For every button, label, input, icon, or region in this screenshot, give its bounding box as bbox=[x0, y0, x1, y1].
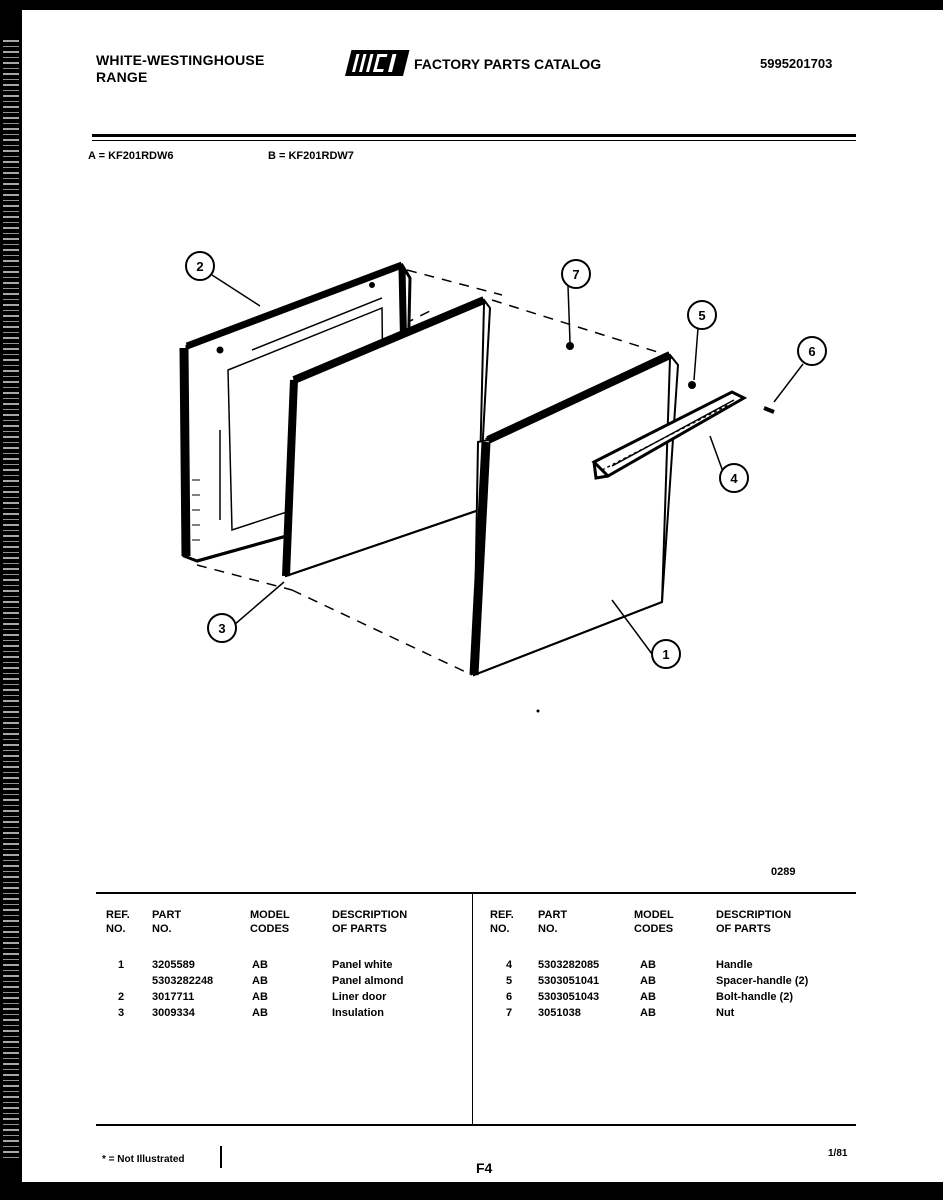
revision-date: 1/81 bbox=[828, 1148, 848, 1159]
callout-7 bbox=[562, 260, 590, 288]
model-b-label: B = KF201RDW7 bbox=[268, 150, 354, 162]
callout-5 bbox=[688, 301, 716, 329]
table-rule-bottom bbox=[96, 1124, 856, 1126]
header-desc-right: DESCRIPTION OF PARTS bbox=[716, 909, 792, 935]
brand-name: WHITE-WESTINGHOUSE bbox=[96, 52, 265, 68]
table-cell-model: AB bbox=[252, 1007, 268, 1019]
callout-2-label: 2 bbox=[196, 259, 204, 274]
table-cell-part: 3051038 bbox=[538, 1007, 581, 1019]
callout-6-label: 6 bbox=[808, 344, 816, 359]
table-cell-part: 3017711 bbox=[152, 991, 195, 1003]
table-rule-top bbox=[96, 892, 856, 894]
table-cell-part: 5303051043 bbox=[538, 991, 600, 1003]
product-type: RANGE bbox=[96, 69, 148, 85]
table-cell-desc: Handle bbox=[716, 959, 753, 971]
table-cell-model: AB bbox=[252, 959, 268, 971]
table-cell-ref: 7 bbox=[506, 1007, 513, 1019]
table-cell-desc: Insulation bbox=[332, 1007, 384, 1019]
not-illustrated-note: * = Not Illustrated bbox=[102, 1154, 185, 1165]
table-cell-part: 5303051041 bbox=[538, 975, 600, 987]
header-ref-right: REF. NO. bbox=[490, 909, 514, 935]
header-model-left: MODEL CODES bbox=[250, 909, 290, 935]
table-cell-ref: 5 bbox=[506, 975, 513, 987]
scan-edge-strip bbox=[0, 0, 22, 1200]
table-cell-part: 5303282085 bbox=[538, 959, 600, 971]
callout-6 bbox=[798, 337, 826, 365]
header-ref-left: REF. NO. bbox=[106, 909, 130, 935]
table-cell-desc: Spacer-handle (2) bbox=[716, 975, 809, 987]
table-cell-desc: Panel almond bbox=[332, 975, 404, 987]
table-cell-model: AB bbox=[640, 1007, 656, 1019]
callout-7-label: 7 bbox=[572, 267, 580, 282]
table-cell-part: 3205589 bbox=[152, 959, 195, 971]
page-number: F4 bbox=[476, 1160, 493, 1176]
callout-3-label: 3 bbox=[218, 621, 226, 636]
table-cell-model: AB bbox=[640, 959, 656, 971]
table-cell-ref: 4 bbox=[506, 959, 513, 971]
table-cell-desc: Bolt-handle (2) bbox=[716, 991, 793, 1003]
callout-4-label: 4 bbox=[730, 471, 738, 486]
table-cell-desc: Nut bbox=[716, 1007, 735, 1019]
table-cell-desc: Liner door bbox=[332, 991, 387, 1003]
header-model-right: MODEL CODES bbox=[634, 909, 674, 935]
table-cell-desc: Panel white bbox=[332, 959, 393, 971]
callout-4 bbox=[720, 464, 748, 492]
catalog-page bbox=[22, 10, 943, 1182]
table-cell-part: 3009334 bbox=[152, 1007, 195, 1019]
table-cell-ref: 3 bbox=[118, 1007, 125, 1019]
catalog-number: 5995201703 bbox=[760, 56, 833, 71]
header-part-left: PART NO. bbox=[152, 909, 182, 935]
table-cell-ref: 1 bbox=[118, 959, 125, 971]
table-cell-model: AB bbox=[640, 975, 656, 987]
catalog-title: FACTORY PARTS CATALOG bbox=[414, 56, 602, 72]
table-divider bbox=[472, 894, 473, 1124]
callout-3 bbox=[208, 614, 236, 642]
outer-panel-part bbox=[474, 355, 678, 675]
callout-1 bbox=[652, 640, 680, 668]
callout-2 bbox=[186, 252, 214, 280]
callout-5-label: 5 bbox=[698, 308, 706, 323]
header-part-right: PART NO. bbox=[538, 909, 568, 935]
drawing-code: 0289 bbox=[771, 866, 796, 878]
model-a-label: A = KF201RDW6 bbox=[88, 150, 174, 162]
table-cell-part: 5303282248 bbox=[152, 975, 214, 987]
header-desc-left: DESCRIPTION OF PARTS bbox=[332, 909, 408, 935]
table-cell-model: AB bbox=[252, 991, 268, 1003]
table-cell-model: AB bbox=[640, 991, 656, 1003]
footer-mark bbox=[220, 1146, 222, 1168]
table-cell-ref: 6 bbox=[506, 991, 513, 1003]
callout-1-label: 1 bbox=[662, 647, 670, 662]
table-cell-ref: 2 bbox=[118, 991, 125, 1003]
table-cell-model: AB bbox=[252, 975, 268, 987]
